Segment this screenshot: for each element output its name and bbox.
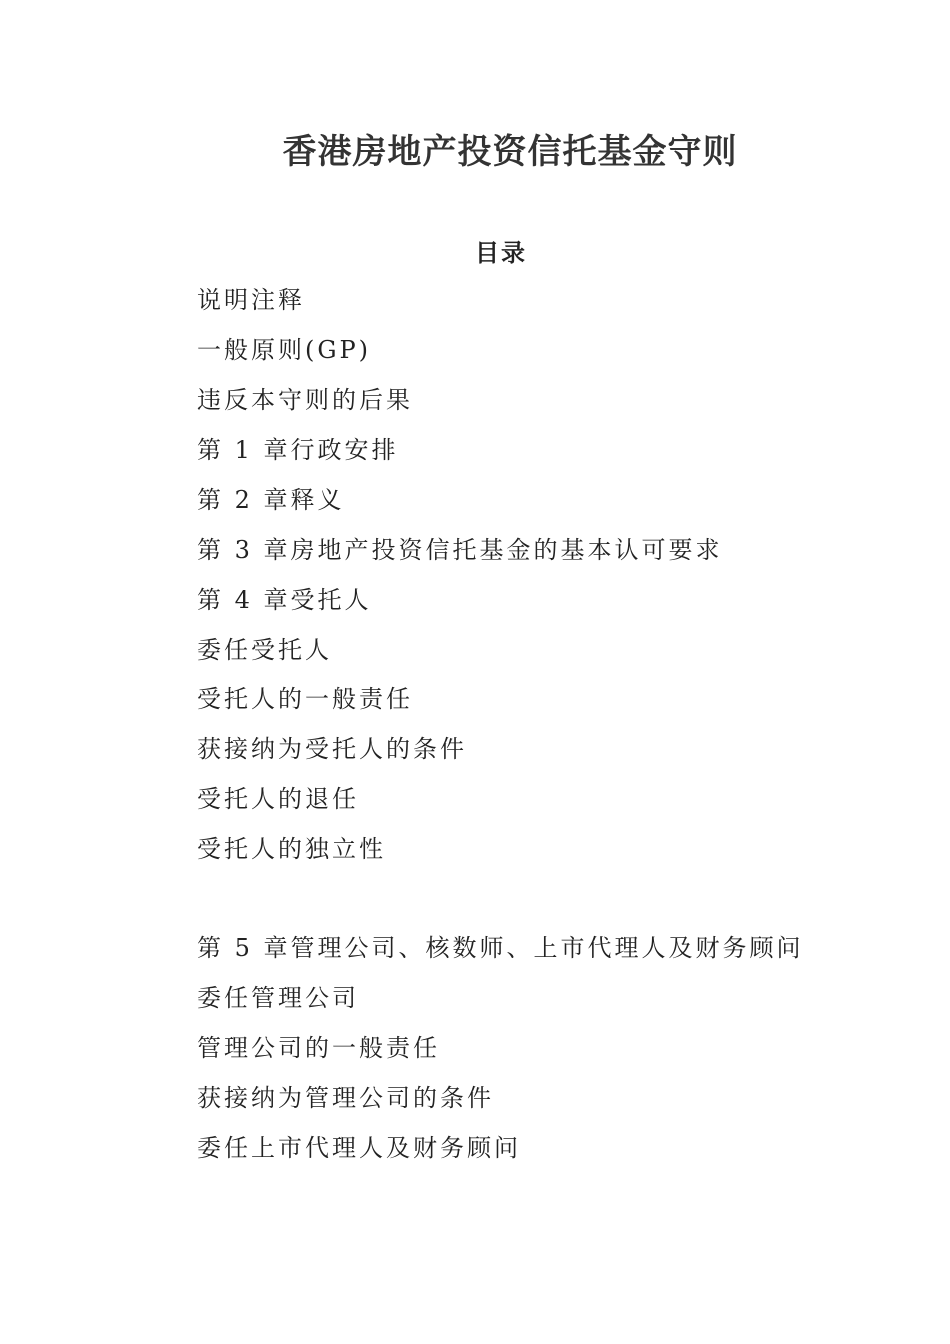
toc-item: 获接纳为管理公司的条件 xyxy=(197,1084,494,1112)
toc-item: 第 4 章受托人 xyxy=(197,586,372,614)
toc-item: 第 5 章管理公司、核数师、上市代理人及财务顾问 xyxy=(197,934,804,962)
toc-item: 说明注释 xyxy=(197,286,305,314)
toc-item: 受托人的退任 xyxy=(197,785,359,813)
toc-item: 委任上市代理人及财务顾问 xyxy=(197,1134,521,1162)
toc-item: 受托人的独立性 xyxy=(197,835,386,863)
toc-item: 违反本守则的后果 xyxy=(197,386,413,414)
toc-item: 管理公司的一般责任 xyxy=(197,1034,440,1062)
toc-heading: 目录 xyxy=(475,238,527,267)
document-title: 香港房地产投资信托基金守则 xyxy=(282,132,738,172)
toc-item: 第 3 章房地产投资信托基金的基本认可要求 xyxy=(197,536,723,564)
toc-item: 委任管理公司 xyxy=(197,984,359,1012)
toc-item: 获接纳为受托人的条件 xyxy=(197,735,467,763)
toc-item: 委任受托人 xyxy=(197,636,332,664)
toc-item: 第 1 章行政安排 xyxy=(197,436,399,464)
toc-item: 第 2 章释义 xyxy=(197,486,345,514)
toc-item: 一般原则(GP) xyxy=(197,336,372,364)
toc-item: 受托人的一般责任 xyxy=(197,685,413,713)
